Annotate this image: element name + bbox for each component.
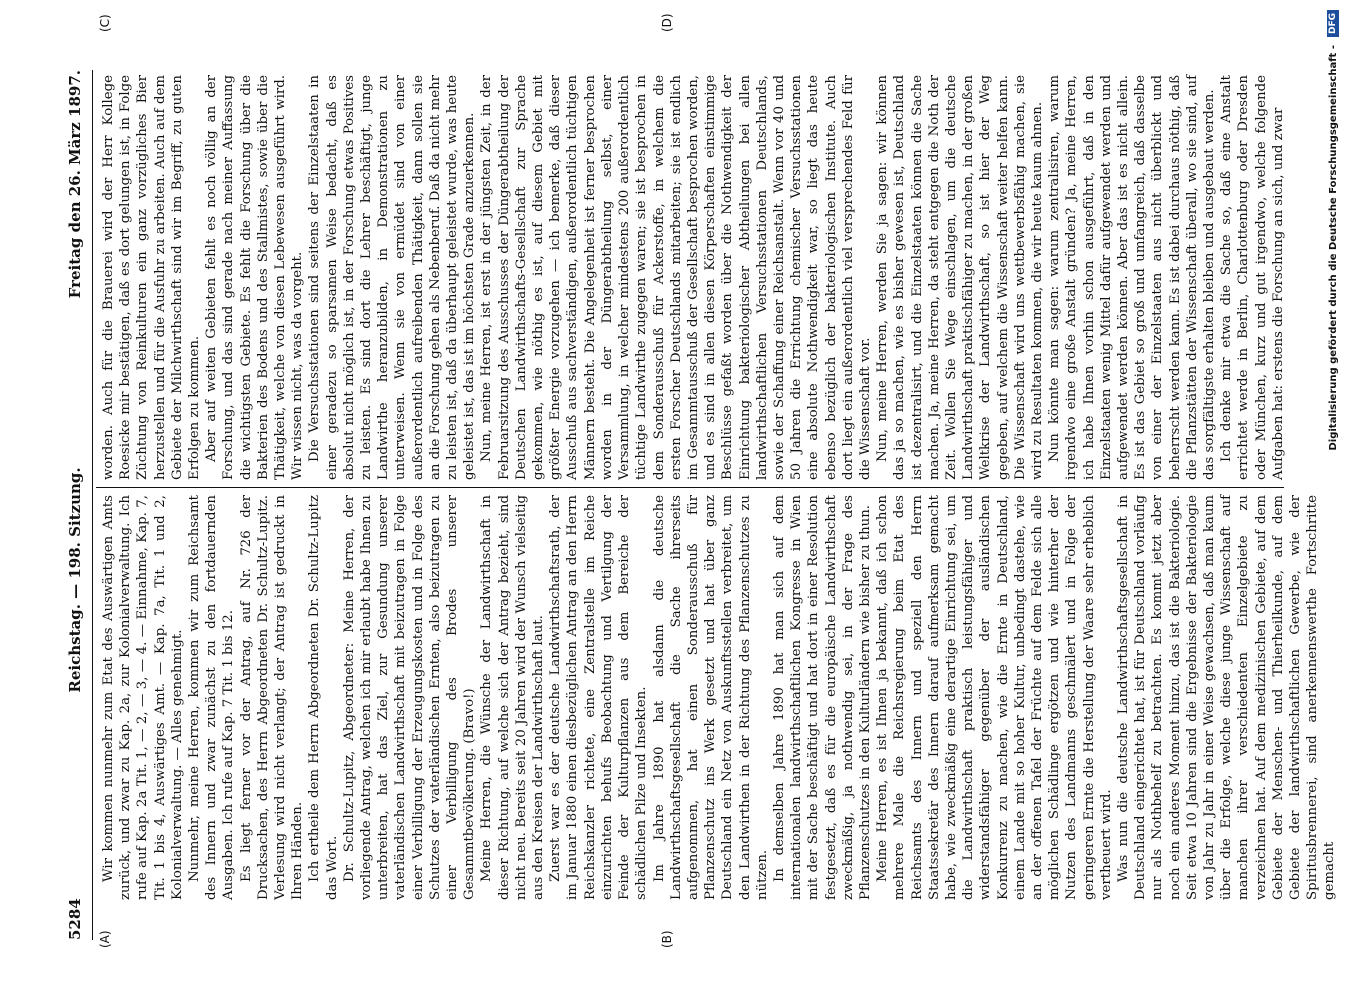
paragraph: worden. Auch für die Brauerei wird der Herr Kollege Roesicke mir bestätigen, daß es dort gelungen ist, in Folge Züchtung von Reinkulturen ein ganz vorzügliches Bier herzustellen und für die Ausfuhr zu arbeiten. Auch auf dem Gebiete der Milchwirthschaft sind wir im Begriff, zu guten Erfolgen zu kommen. [101,75,203,480]
margin-marker-a: (A) [98,930,112,948]
header-rule [92,70,93,940]
page-header [60,70,90,940]
paragraph: Aber auf weiten Gebieten fehlt es noch völlig an der Forschung, und das sind gerade nach meiner Auffassung die wichtigsten Gebiete. Es fehlt die Forschung über die Bakterien des Bodens und des Stallmistes, sowie über die Thätigkeit, welche von diesen Lebewesen ausgeführt wird. Wir wissen nicht, was da vorgeht. [204,75,306,480]
margin-marker-b: (B) [660,930,674,948]
column-right [100,75,1286,480]
paragraph: Meine Herren, es ist Ihnen ja bekannt, daß ich schon mehrere Male die Reichsregierung beim Etat des Reichsamts des Innern und speziell den Herrn Staatssekretär des Innern darauf aufmerksam gemacht habe, wie zweckmäßig eine derartige Einrichtung sei, um die Landwirthschaft praktisch leistungsfähiger und widerstandsfähiger gegenüber der ausländischen Konkurrenz zu machen, wie die Ernte in Deutschland, einem Lande mit so hoher Kultur, unbedingt dastehe, wie an der offenen Tafel der Früchte auf dem Felde sich alle möglichen Schädlinge ergötzen und wie hinterher der Nutzen des Landmanns geschmälert und in Folge der geringeren Ernte die Herstellung der Waare sehr erheblich vertheuert wird. [875,495,1114,900]
paragraph: Es liegt ferner vor der Antrag, auf Nr. 726 der Drucksachen, des Herrn Abgeordneten Dr. Schultz-Lupitz. Verlesung wird nicht verlangt; der Antrag ist gedruckt in Ihren Händen. [238,495,306,900]
column-divider [96,487,1284,488]
page-number: 5284 [66,898,84,940]
paragraph: Dr. Schultz-Lupitz, Abgeordneter: Meine Herren, der vorliegende Antrag, welchen ich mir erlaubt habe Ihnen zu unterbreiten, hat das Ziel, zur Gesundung unserer vaterländischen Landwirthschaft mit beizutragen in Folge einer Verbilligung der Erzeugungskosten und in Folge des Schutzes der vaterländischen Ernten, also beizutragen zu einer Verbilligung des Brodes unserer Gesammtbevölkerung. (Bravo!) [341,495,478,900]
paragraph: Nun, meine Herren, ist erst in der jüngsten Zeit, in der Februarsitzung des Ausschusses der Düngerabtheilung der Deutschen Landwirthschafts-Gesellschaft zur Sprache gekommen, wie nöthig es ist, auf diesem Gebiet mit größter Energie vorzugehen — ich bemerke, daß dieser Ausschuß aus sachverständigen, außerordentlich tüchtigen Männern besteht. Die Angelegenheit ist ferner besprochen worden in der Düngerabtheilung selbst, einer Versammlung, in welcher mindestens 200 außerordentlich tüchtige Landwirthe zugegen waren; sie ist besprochen in dem Sonderausschuß für Ackerstoffe, in welchem die ersten Forscher Deutschlands mitarbeiten; sie ist endlich im Gesammtausschuß der Gesellschaft besprochen worden, und es sind in allen diesen Körperschaften einstimmige Beschlüsse gefaßt worden über die Nothwendigkeit der Einrichtung bakteriologischer Abtheilungen bei allen landwirthschaftlichen Versuchsstationen Deutschlands, sowie der Schaffung einer Reichsanstalt. Wenn vor 40 und 50 Jahren die Errichtung chemischer Versuchsstationen eine absolute Nothwendigkeit war, so liegt das heute ebenso bezüglich der bakteriologischen Institute. Auch dort liegt ein außerordentlich viel versprechendes Feld für die Wissenschaft vor. [479,75,873,480]
paragraph: Wir kommen nunmehr zum Etat des Auswärtigen Amts zurück, und zwar zu Kap. 2a, zur Kolonialverwaltung. Ich rufe auf Kap. 2a Tit. 1, — 2, — 3, — 4. — Einnahme, Kap. 7, Tit. 1 bis 4, Auswärtiges Amt. — Kap. 7a, Tit. 1 und 2, Kolonialverwaltung. — Alles genehmigt. [101,495,185,900]
column-left [100,495,1338,900]
paragraph: Ich ertheile dem Herrn Abgeordneten Dr. Schultz-Lupitz das Wort. [307,495,340,900]
digitization-credit [1313,0,1353,1000]
paragraph: Ich denke mir etwa die Sache so, daß eine Anstalt errichtet werde in Berlin, Charlottenburg oder Dresden oder München, kurz und gut irgendwo, welche folgende Aufgaben hat: erstens die Forschung an sich, und zwar [1219,75,1286,480]
paragraph: Zuerst war es der deutsche Landwirthschaftsrath, der im Januar 1880 einen diesbezüglichen Antrag an den Herrn Reichskanzler richtete, eine Zentralstelle im Reiche einzurichten behufs Beobachtung und Vertilgung der Feinde der Kulturpflanzen aus dem Bereiche der schädlichen Pilze und Insekten. [548,495,650,900]
paragraph: Nun, meine Herren, werden Sie ja sagen: wir können das ja so machen, wie es bisher gewesen ist, Deutschland ist dezentralisirt, und die Einzelstaaten können die Sache machen. Ja, meine Herren, da steht entgegen die Noth der Zeit. Wollen Sie Wege einschlagen, um die deutsche Landwirthschaft praktischfähiger zu machen, in der großen Weltkrise der Landwirthschaft, so ist hier der Weg gegeben, auf welchem die Wissenschaft weiter helfen kann. Die Wissenschaft wird uns wettbewerbsfähig machen, sie wird zu Resultaten kommen, die wir heute kaum ahnen. [875,75,1045,480]
margin-marker-c: (C) [98,14,112,32]
paragraph: Meine Herren, die Wünsche der Landwirthschaft in dieser Richtung, auf welche sich der Antrag bezieht, sind nicht neu. Bereits seit 20 Jahren wird der Wunsch vielseitig aus den Kreisen der Landwirthschaft laut. [479,495,547,900]
paragraph: Nunmehr, meine Herren, kommen wir zum Reichsamt des Innern und zwar zunächst zu den fortdauernden Ausgaben. Ich rufe auf Kap. 7 Tit. 1 bis 12. [187,495,237,900]
paragraph: Nun könnte man sagen: warum zentralisiren, warum irgendwo eine große Anstalt gründen? Ja, meine Herren, ich habe Ihnen vorhin schon ausgeführt, daß in den Einzelstaaten wenig Mittel dafür aufgewendet werden und aufgewendet werden können. Aber das ist es nicht allein. Es ist das Gebiet so groß und umfangreich, daß dasselbe von einer der Einzelstaaten aus nicht überblickt und beherrscht werden kann. Es ist dabei durchaus nöthig, daß die Pflanzstätten der Wissenschaft überall, wo sie sind, auf das sorgfältigste erhalten bleiben und ausgebaut werden. [1047,75,1217,480]
credit-text: Digitalisierung gefördert durch die Deutsche Forschungsgemeinschaft - [1327,45,1339,451]
dfg-logo: DFG [1327,10,1339,37]
paragraph: Im Jahre 1890 hat alsdann die deutsche Landwirthschaftsgesellschaft die Sache ihrerseits aufgenommen, hat einen Sonderausschuß für Pflanzenschutz ins Werk gesetzt und hat über ganz Deutschland ein Netz von Auskunftsstellen verbreitet, um den Landwirthen in der Richtung des Pflanzenschutzes zu nützen. [651,495,770,900]
header-date: Freitag den 26. März 1897. [66,70,84,299]
margin-marker-d: (D) [660,13,674,32]
header-title: Reichstag. — 198. Sitzung. [66,467,84,693]
paragraph: In demselben Jahre 1890 hat man sich auf dem internationalen landwirthschaftlichen Kongresse in Wien mit der Sache beschäftigt und hat dort in einer Resolution festgesetzt, daß es für die europäische Landwirthschaft zweckmäßig, ja nothwendig sei, in der Frage des Pflanzenschutzes in den Kulturländern wie bisher zu thun. [771,495,873,900]
paragraph: Was nun die deutsche Landwirthschaftsgesellschaft in Deutschland eingerichtet hat, ist für Deutschland vorläufig nur als Nothbehelf zu betrachten. Es kommt jetzt aber noch ein anderes Moment hinzu, das ist die Bakteriologie. Seit etwa 10 Jahren sind die Ergebnisse der Bakteriologie von Jahr zu Jahr in einer Weise gewachsen, daß man kaum über die Erfolge, welche diese junge Wissenschaft auf manchen ihrer verschiedenten Einzelgebiete zu verzeichnen hat. Auf dem medizinischen Gebiete, auf dem Gebiete der Menschen- und Thierheilkunde, auf dem Gebiete der landwirthschaftlichen Gewerbe, wie der Spiritusbrennerei, sind anerkennenswerthe Fortschritte gemacht [1115,495,1338,900]
paragraph: Die Versuchsstationen sind seitens der Einzelstaaten in einer geradezu so sparsamen Weise bedacht, daß es absolut nicht möglich ist, in der Forschung etwas Positives zu leisten. Es sind dort die Lehrer beschäftigt, junge Landwirthe heranzubilden, in Demonstrationen zu unterweisen. Wenn sie von ermüdet sind von einer außerordentlich aufreibenden Thätigkeit, dann sollen sie an die Forschung gehen als Nebenberuf. Daß da nicht mehr zu leisten ist, daß da überhaupt geleistet wurde, was heute geleistet ist, das ist im höchsten Grade anzuerkennen. [307,75,478,480]
